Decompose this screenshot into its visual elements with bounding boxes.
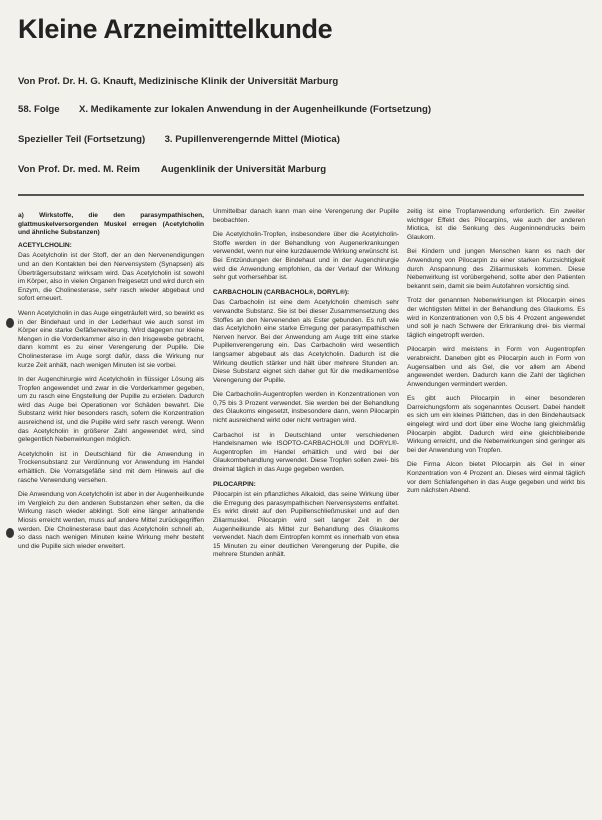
paragraph: Carbachol ist in Deutschland unter verschiedenen Handelsnamen wie ISOPTO-CARBACHOL® und DORYL®-Augentropfen im Handel erhältlich und wird bei der Glaukombehandlung verwendet. Diese Tropfen sollen zwei- bis dreimal täglich in das Auge gegeben werden. — [213, 431, 399, 474]
paragraph: Unmittelbar danach kann man eine Verengerung der Pupille beobachten. — [213, 208, 399, 224]
paragraph: In der Augenchirurgie wird Acetylcholin in flüssiger Lösung als Tropfen angewendet und zwar in die Vorderkammer gegeben, um zu rasch eine Engstellung der Pupille zu erzielen. Dadurch wird das Auge bei Operationen vor Schäden bewahrt. Die Substanz wirkt hier besonders rasch, sofern die Konzentration ausreichend ist, und die Pupille wird sehr rasch verengt. Wenn das Acetylcholin in größerer Zahl angewendet wird, sind gelegentlich Nebenwirkungen möglich. — [18, 376, 204, 444]
series-line — [18, 104, 431, 115]
author-line: Von Prof. Dr. H. G. Knauft, Medizinische Klinik der Universität Marburg — [18, 76, 339, 87]
author2-left: Von Prof. Dr. med. M. Reim — [18, 164, 140, 175]
paragraph: Die Anwendung von Acetylcholin ist aber in der Augenheilkunde im Vergleich zu den anderen Substanzen eher selten, da die Wirkung rasch wieder abklingt. Soll eine länger anhaltende Miosis erreicht werden, muss auf andere Mittel zurückgegriffen werden. Die Cholinesterase baut das Acetylcholin schnell ab, so dass nach wenigen Minuten keine Wirkung mehr besteht und die Pupille sich wieder erweitert. — [18, 491, 204, 550]
paragraph: Acetylcholin ist in Deutschland für die Anwendung in Trockensubstanz zur Verdünnung vor Anwendung im Handel erhältlich. Die Vorratsgefäße sind mit dem Hinweis auf die rasche Verwendung versehen. — [18, 450, 204, 484]
author2-right: Augenklinik der Universität Marburg — [160, 164, 327, 175]
paragraph: Die Carbacholin-Augentropfen werden in Konzentrationen von 0,75 bis 3 Prozent verwendet. Sie werden bei der Behandlung des Glaukoms eingesetzt, insbesondere dann, wenn Pilocarpin nicht ausreichend wirkt oder nicht vertragen wird. — [213, 391, 399, 425]
paragraph: Bei Kindern und jungen Menschen kann es nach der Anwendung von Pilocarpin zu einer starken Kurzsichtigkeit durch Anspannung des Ziliarmuskels kommen. Diese Nebenwirkung ist vorübergehend, sollte aber den Patienten bekannt sein, damit sie beim Autofahren vorsichtig sind. — [407, 248, 585, 290]
text-column-1 — [18, 208, 204, 808]
part-left: Spezieller Teil (Fortsetzung) — [18, 134, 146, 145]
section-heading: a) Wirkstoffe, die den parasympathischen, glattmuskelversorgenden Muskel erregen (Acetylcholin und ähnliche Substanzen) — [18, 212, 204, 237]
section-heading: ACETYLCHOLIN: — [18, 241, 72, 249]
header-divider — [18, 194, 584, 196]
punch-hole — [6, 318, 14, 328]
paragraph: Wenn Acetylcholin in das Auge eingeträufelt wird, so bewirkt es in der Bindehaut und in der Lederhaut wie auch sonst im Körper eine starke Gefäßerweiterung. Wird dagegen nur kleine Mengen in die Vorderkammer also in den Irisgewebe gebracht, dann kommt es zu einer Verengerung der Pupille. Die Cholinesterase im Auge sorgt dafür, dass die Wirkung nur kurze Zeit anhält, nach wenigen Minuten ist sie vorbei. — [18, 309, 204, 369]
text-column-2 — [213, 208, 399, 808]
series-prefix: 58. Folge — [18, 104, 60, 115]
paragraph: Es gibt auch Pilocarpin in einer besonderen Darreichungsform als sogenanntes Ocusert. Dabei handelt es sich um ein kleines Plättchen, das in den Bindehautsack eingelegt wird und dort über eine Woche lang gleichmäßig Pilocarpin abgibt. Dadurch wird eine gleichbleibende Wirkung erreicht, und die Nebenwirkungen sind geringer als bei der Anwendung von Tropfen. — [407, 395, 585, 454]
paragraph: Trotz der genannten Nebenwirkungen ist Pilocarpin eines der wichtigsten Mittel in der Behandlung des Glaukoms. Es wird in Konzentrationen von 0,5 bis 4 Prozent angewendet und soll je nach Schwere der Erkrankung drei- bis viermal täglich eingetropft werden. — [407, 297, 585, 339]
section-heading: PILOCARPIN: — [213, 480, 256, 488]
part-line — [18, 134, 340, 145]
paragraph: zeitig ist eine Tropfanwendung erforderlich. Ein zweiter wichtiger Effekt des Pilocarpins, wie auch der anderen Miotica, ist die Senkung des Augeninnendrucks beim Glaukom. — [407, 208, 585, 241]
paragraph: Das Carbacholin ist eine dem Acetylcholin chemisch sehr verwandte Substanz. Sie ist bei dieser Zusammensetzung des Stoffes an den Nervenenden als Ester gebunden. Es ruft wie das Acetylcholin eine starke Erregung der parasympathischen Nerven hervor. Bei der Anwendung am Auge tritt eine starke Pupillenverengerung ein. Das Carbacholin wird wesentlich langsamer abgebaut als das Acetylcholin. Dadurch ist die Wirkung deutlich stärker und hält über mehrere Stunden an. Diese Substanz eignet sich daher gut für die medikamentöse Verengerung der Pupille. — [213, 299, 399, 384]
paragraph: Die Firma Alcon bietet Pilocarpin als Gel in einer Konzentration von 4 Prozent an. Dieses wird einmal täglich vor dem Schlafengehen in das Auge gegeben und wirkt bis zum nächsten Abend. — [407, 461, 585, 495]
paragraph: Pilocarpin ist ein pflanzliches Alkaloid, das seine Wirkung über die Erregung des parasympathischen Nervensystems entfaltet. Es wirkt direkt auf den Pupillenschließmuskel und auf den Ziliarmuskel. Pilocarpin wird seit langer Zeit in der Augenheilkunde als Mittel zur Behandlung des Glaukoms verwendet. Nach dem Eintropfen kommt es innerhalb von etwa 15 Minuten zu einer deutlichen Verengerung der Pupille, die mehrere Stunden anhält. — [213, 491, 399, 559]
text-column-3 — [407, 208, 585, 808]
author2-line — [18, 164, 326, 175]
page-title: Kleine Arzneimittelkunde — [18, 14, 333, 44]
part-right: 3. Pupillenverengernde Mittel (Miotica) — [164, 134, 340, 145]
paragraph: Das Acetylcholin ist der Stoff, der an den Nervenendigungen und an den Kontakten bei den Nervensystem (Synapsen) als Überträgersubstanz wirksam wird. Das Acetylcholin ist sowohl im Körper, also in vielen Organen freigesetzt und wird durch ein Enzym, die Cholinesterase, sehr rasch wieder abgebaut und sofort erneuert. — [18, 252, 204, 303]
punch-hole — [6, 528, 14, 538]
paragraph: Pilocarpin wird meistens in Form von Augentropfen verabreicht. Daneben gibt es Pilocarpin auch in Form von Augensalben und als Gel, die vor allem am Abend angewendet werden. Dadurch kann die Zahl der täglichen Anwendungen vermindert werden. — [407, 346, 585, 388]
series-text: X. Medikamente zur lokalen Anwendung in der Augenheilkunde (Fortsetzung) — [78, 104, 432, 115]
paragraph: Die Acetylcholin-Tropfen, insbesondere über die Acetylcholin-Stoffe werden in der Behandlung von Augenerkrankungen verwendet, wenn nur eine kurzdauernde Wirkung erwünscht ist. Bei Entzündungen der Bindehaut und in der Augenchirurgie wird die Anwendung empfohlen, da der Verlauf der Wirkung sehr gut vorhersehbar ist. — [213, 231, 399, 282]
section-heading: CARBACHOLIN (CARBACHOL®, DORYL®): — [213, 288, 350, 296]
